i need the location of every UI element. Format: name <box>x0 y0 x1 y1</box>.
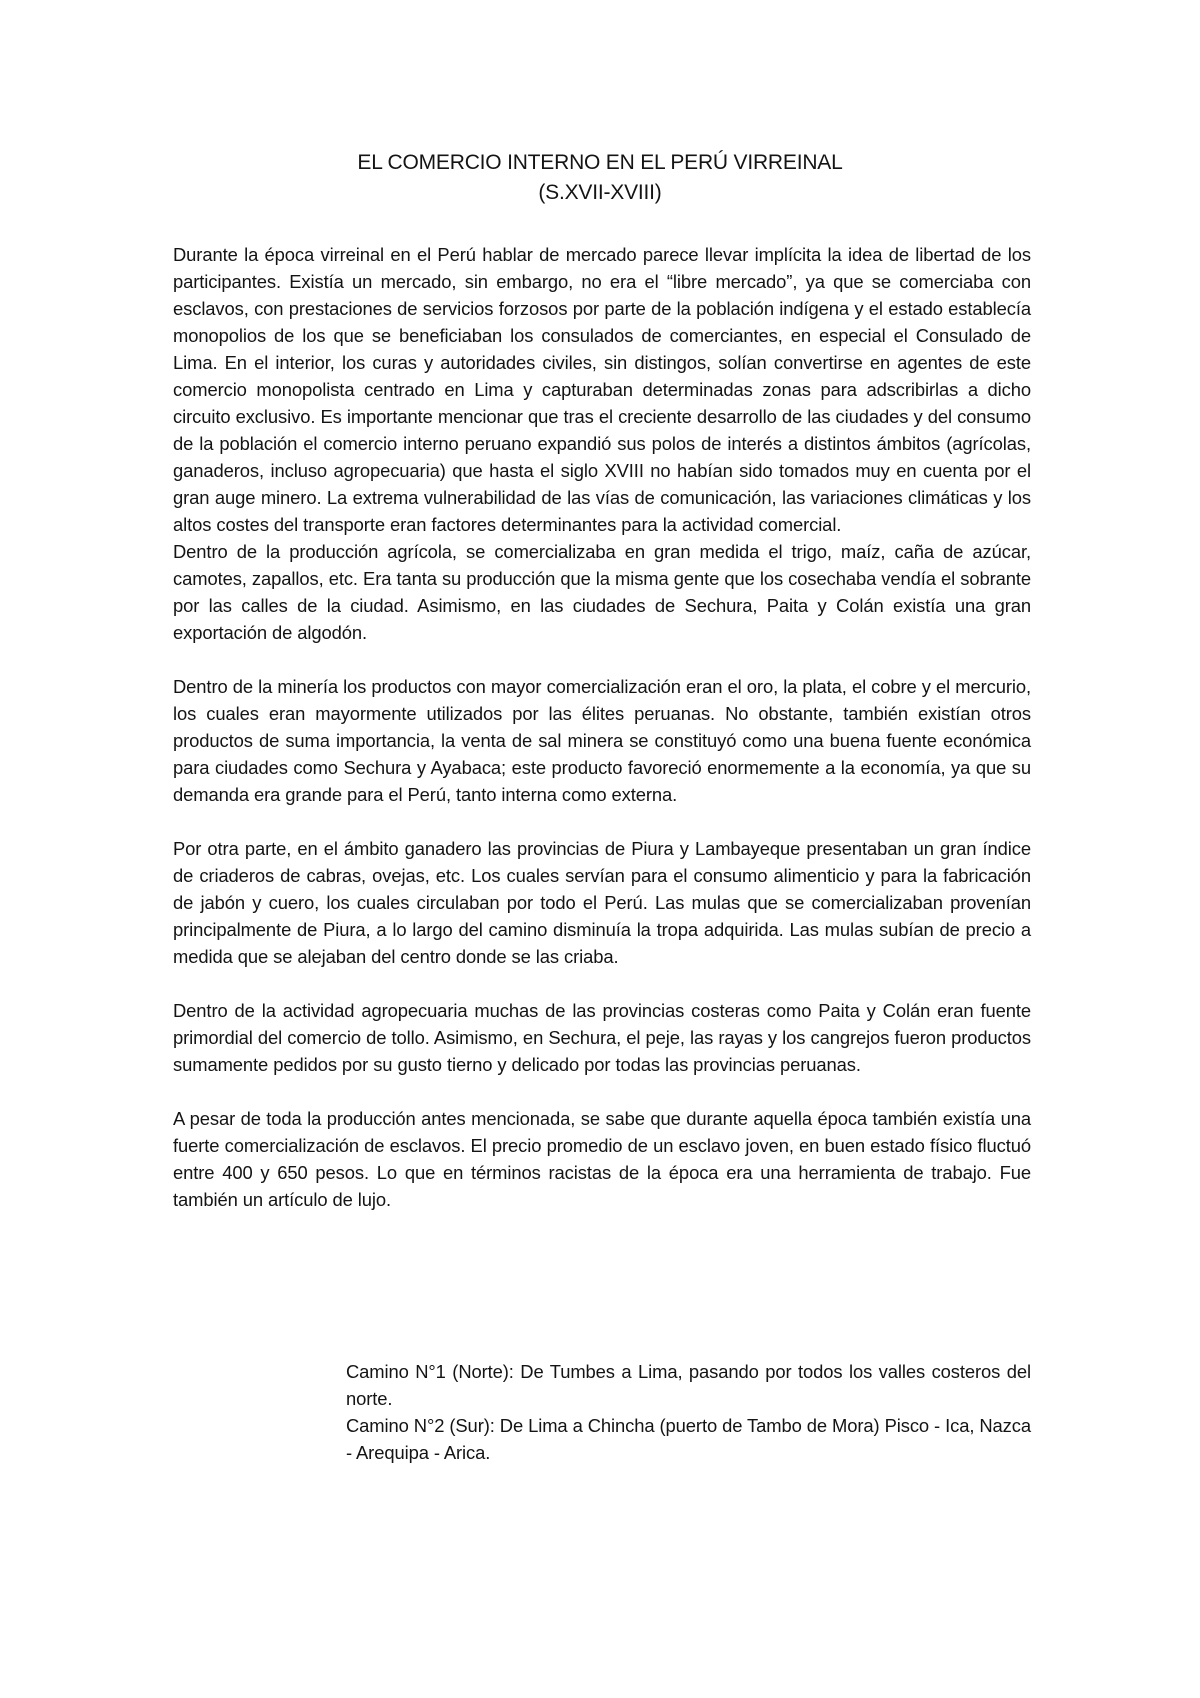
route-north: Camino N°1 (Norte): De Tumbes a Lima, pasando por todos los valles costeros del norte. <box>346 1361 1031 1409</box>
paragraph-agriculture: Dentro de la producción agrícola, se comercializaba en gran medida el trigo, maíz, caña de azúcar, camotes, zapallos, etc. Era tanta su producción que la misma gente que los cosechaba vendía el sobrante por las calles de la ciudad. Asimismo, en las ciudades de Sechura, Paita y Colán existía una gran exportación de algodón. <box>173 541 1031 643</box>
paragraph-livestock: Por otra parte, en el ámbito ganadero las provincias de Piura y Lambayeque presentaban un gran índice de criaderos de cabras, ovejas, etc. Los cuales servían para el consumo alimenticio y para la fabricación de jabón y cuero, los cuales circulaban por todo el Perú. Las mulas que se comercializaban provenían principalmente de Piura, a lo largo del camino disminuía la tropa adquirida. Las mulas subían de precio a medida que se alejaban del centro donde se las criaba. <box>173 838 1031 967</box>
route-south: Camino N°2 (Sur): De Lima a Chincha (puerto de Tambo de Mora) Pisco - Ica, Nazca - Arequipa - Arica. <box>346 1415 1031 1463</box>
title-period: (S.XVII-XVIII) <box>538 181 662 204</box>
paragraph-introduction: Durante la época virreinal en el Perú hablar de mercado parece llevar implícita la idea de libertad de los participantes. Existía un mercado, sin embargo, no era el “libre mercado”, ya que se comerciaba con esclavos, con prestaciones de servicios forzosos por parte de la población indígena y el estado establecía monopolios de los que se beneficiaban los consulados de comerciantes, en especial el Consulado de Lima. En el interior, los curas y autoridades civiles, sin distingos, solían convertirse en agentes de este comercio monopolista centrado en Lima y capturaban determinadas zonas para adscribirlas a dicho circuito exclusivo. Es importante mencionar que tras el creciente desarrollo de las ciudades y del consumo de la población el comercio interno peruano expandió sus polos de interés a distintos ámbitos (agrícolas, ganaderos, incluso agropecuaria) que hasta el siglo XVIII no habían sido tomados muy en cuenta por el gran auge minero. La extrema vulnerabilidad de las vías de comunicación, las variaciones climáticas y los altos costes del transporte eran factores determinantes para la actividad comercial. <box>173 244 1031 535</box>
document-body <box>173 241 1031 1213</box>
routes-list <box>346 1358 1031 1466</box>
title-main: EL COMERCIO INTERNO EN EL PERÚ VIRREINAL <box>357 151 843 174</box>
paragraph-mining: Dentro de la minería los productos con mayor comercialización eran el oro, la plata, el cobre y el mercurio, los cuales eran mayormente utilizados por las élites peruanas. No obstante, también existían otros productos de suma importancia, la venta de sal minera se constituyó como una buena fuente económica para ciudades como Sechura y Ayabaca; este producto favoreció enormemente a la economía, ya que su demanda era grande para el Perú, tanto interna como externa. <box>173 676 1031 805</box>
document-title <box>0 148 1200 208</box>
paragraph-slavery: A pesar de toda la producción antes mencionada, se sabe que durante aquella época también existía una fuerte comercialización de esclavos. El precio promedio de un esclavo joven, en buen estado físico fluctuó entre 400 y 650 pesos. Lo que en términos racistas de la época era una herramienta de trabajo. Fue también un artículo de lujo. <box>173 1108 1031 1210</box>
paragraph-fishing: Dentro de la actividad agropecuaria muchas de las provincias costeras como Paita y Colán eran fuente primordial del comercio de tollo. Asimismo, en Sechura, el peje, las rayas y los cangrejos fueron productos sumamente pedidos por su gusto tierno y delicado por todas las provincias peruanas. <box>173 1000 1031 1075</box>
